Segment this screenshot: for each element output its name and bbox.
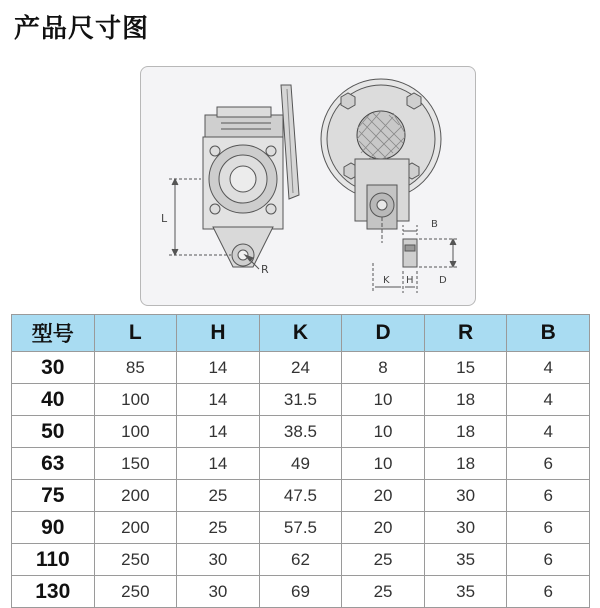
cell-D: 10 xyxy=(342,448,425,480)
label-H: H xyxy=(406,275,414,286)
cell-L: 85 xyxy=(94,352,177,384)
label-B: B xyxy=(431,219,438,230)
cell-H: 30 xyxy=(177,576,260,608)
cell-K: 57.5 xyxy=(259,512,342,544)
table-row xyxy=(12,512,590,544)
cell-model: 40 xyxy=(12,384,95,416)
table-row xyxy=(12,544,590,576)
label-L: L xyxy=(161,212,168,225)
cell-H: 25 xyxy=(177,480,260,512)
cell-model: 110 xyxy=(12,544,95,576)
cell-H: 14 xyxy=(177,384,260,416)
cell-H: 30 xyxy=(177,544,260,576)
label-D: D xyxy=(439,275,447,286)
cell-K: 31.5 xyxy=(259,384,342,416)
cell-model: 30 xyxy=(12,352,95,384)
cell-L: 200 xyxy=(94,480,177,512)
cell-R: 15 xyxy=(424,352,507,384)
cell-model: 75 xyxy=(12,480,95,512)
cell-R: 18 xyxy=(424,448,507,480)
cell-B: 6 xyxy=(507,512,590,544)
table-row xyxy=(12,384,590,416)
cell-model: 90 xyxy=(12,512,95,544)
header-K: K xyxy=(259,315,342,352)
cell-L: 100 xyxy=(94,416,177,448)
header-R: R xyxy=(424,315,507,352)
cell-D: 20 xyxy=(342,480,425,512)
cell-K: 69 xyxy=(259,576,342,608)
table-header-row xyxy=(12,315,590,352)
header-model: 型号 xyxy=(12,315,95,352)
cell-L: 150 xyxy=(94,448,177,480)
gearbox-front-view xyxy=(321,79,459,293)
label-R: R xyxy=(261,263,269,276)
cell-B: 4 xyxy=(507,416,590,448)
header-H: H xyxy=(177,315,260,352)
table-row xyxy=(12,416,590,448)
cell-D: 10 xyxy=(342,384,425,416)
dimension-table xyxy=(11,314,590,608)
cell-B: 6 xyxy=(507,448,590,480)
cell-R: 18 xyxy=(424,416,507,448)
cell-B: 6 xyxy=(507,544,590,576)
cell-H: 25 xyxy=(177,512,260,544)
cell-R: 35 xyxy=(424,544,507,576)
cell-K: 47.5 xyxy=(259,480,342,512)
cell-R: 30 xyxy=(424,512,507,544)
cell-D: 25 xyxy=(342,544,425,576)
cell-H: 14 xyxy=(177,416,260,448)
cell-model: 50 xyxy=(12,416,95,448)
cell-B: 6 xyxy=(507,480,590,512)
cell-R: 35 xyxy=(424,576,507,608)
table-row xyxy=(12,576,590,608)
table-row xyxy=(12,448,590,480)
header-D: D xyxy=(342,315,425,352)
cell-model: 63 xyxy=(12,448,95,480)
cell-R: 30 xyxy=(424,480,507,512)
table-row xyxy=(12,480,590,512)
label-K: K xyxy=(383,275,390,286)
header-L: L xyxy=(94,315,177,352)
cell-L: 200 xyxy=(94,512,177,544)
cell-K: 62 xyxy=(259,544,342,576)
gearbox-technical-drawing xyxy=(141,67,475,305)
cell-L: 100 xyxy=(94,384,177,416)
cell-K: 38.5 xyxy=(259,416,342,448)
page-title: 产品尺寸图 xyxy=(14,14,150,44)
cell-D: 20 xyxy=(342,512,425,544)
cell-B: 4 xyxy=(507,384,590,416)
cell-model: 130 xyxy=(12,576,95,608)
cell-B: 6 xyxy=(507,576,590,608)
cell-H: 14 xyxy=(177,352,260,384)
header-B: B xyxy=(507,315,590,352)
cell-L: 250 xyxy=(94,576,177,608)
gearbox-side-view xyxy=(169,85,299,269)
dimension-drawing xyxy=(140,66,476,306)
cell-D: 8 xyxy=(342,352,425,384)
cell-K: 49 xyxy=(259,448,342,480)
cell-R: 18 xyxy=(424,384,507,416)
table-row xyxy=(12,352,590,384)
cell-B: 4 xyxy=(507,352,590,384)
cell-K: 24 xyxy=(259,352,342,384)
cell-H: 14 xyxy=(177,448,260,480)
cell-D: 25 xyxy=(342,576,425,608)
cell-D: 10 xyxy=(342,416,425,448)
cell-L: 250 xyxy=(94,544,177,576)
